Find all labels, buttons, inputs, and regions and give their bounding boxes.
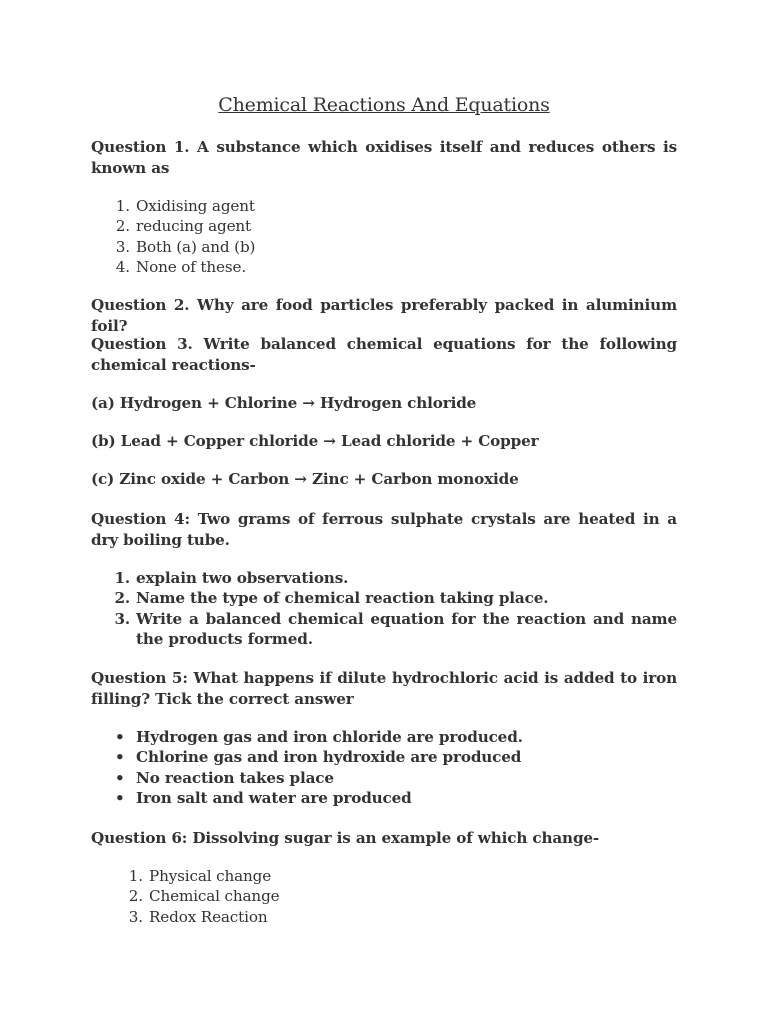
list-item: • Iron salt and water are produced bbox=[115, 789, 412, 808]
question-6-options bbox=[128, 866, 280, 927]
page-title: Chemical Reactions And Equations bbox=[218, 94, 550, 116]
list-item: • No reaction takes place bbox=[115, 768, 334, 787]
list-item: 1. explain two observations. bbox=[114, 569, 349, 587]
list-item: 1. Oxidising agent bbox=[115, 197, 255, 215]
question-6: Question 6: Dissolving sugar is an example of which change- bbox=[91, 829, 600, 847]
list-item: 2. reducing agent bbox=[115, 217, 251, 236]
question-3-part-a: (a) Hydrogen + Chlorine → Hydrogen chloride bbox=[91, 394, 477, 412]
question-3-part-c: (c) Zinc oxide + Carbon → Zinc + Carbon monoxide bbox=[91, 470, 519, 488]
list-item: 1. Physical change bbox=[128, 867, 272, 885]
question-4-items bbox=[114, 568, 677, 650]
question-3: Question 3. Write balanced chemical equations for the following chemical reactions- bbox=[91, 335, 677, 374]
list-item: 3. Write a balanced chemical equation for the reaction and name the products formed. bbox=[114, 609, 677, 649]
list-item: • Chlorine gas and iron hydroxide are produced bbox=[115, 748, 522, 767]
question-5: Question 5: What happens if dilute hydrochloric acid is added to iron filling? Tick the correct answer bbox=[91, 669, 677, 708]
question-1: Question 1. A substance which oxidises itself and reduces others is known as bbox=[91, 138, 677, 177]
list-item: • Hydrogen gas and iron chloride are produced. bbox=[115, 728, 523, 746]
list-item: 2. Chemical change bbox=[128, 887, 280, 906]
question-4: Question 4: Two grams of ferrous sulphate crystals are heated in a dry boiling tube. bbox=[91, 510, 677, 549]
question-3-part-b: (b) Lead + Copper chloride → Lead chloride + Copper bbox=[91, 432, 539, 450]
list-item: 4. None of these. bbox=[115, 258, 247, 277]
list-item: 3. Redox Reaction bbox=[128, 907, 268, 926]
question-1-options bbox=[115, 196, 256, 278]
list-item: 3. Both (a) and (b) bbox=[115, 237, 256, 256]
question-5-options bbox=[115, 727, 523, 809]
list-item: 2. Name the type of chemical reaction taking place. bbox=[114, 589, 549, 608]
question-2: Question 2. Why are food particles preferably packed in aluminium foil? bbox=[91, 296, 677, 335]
